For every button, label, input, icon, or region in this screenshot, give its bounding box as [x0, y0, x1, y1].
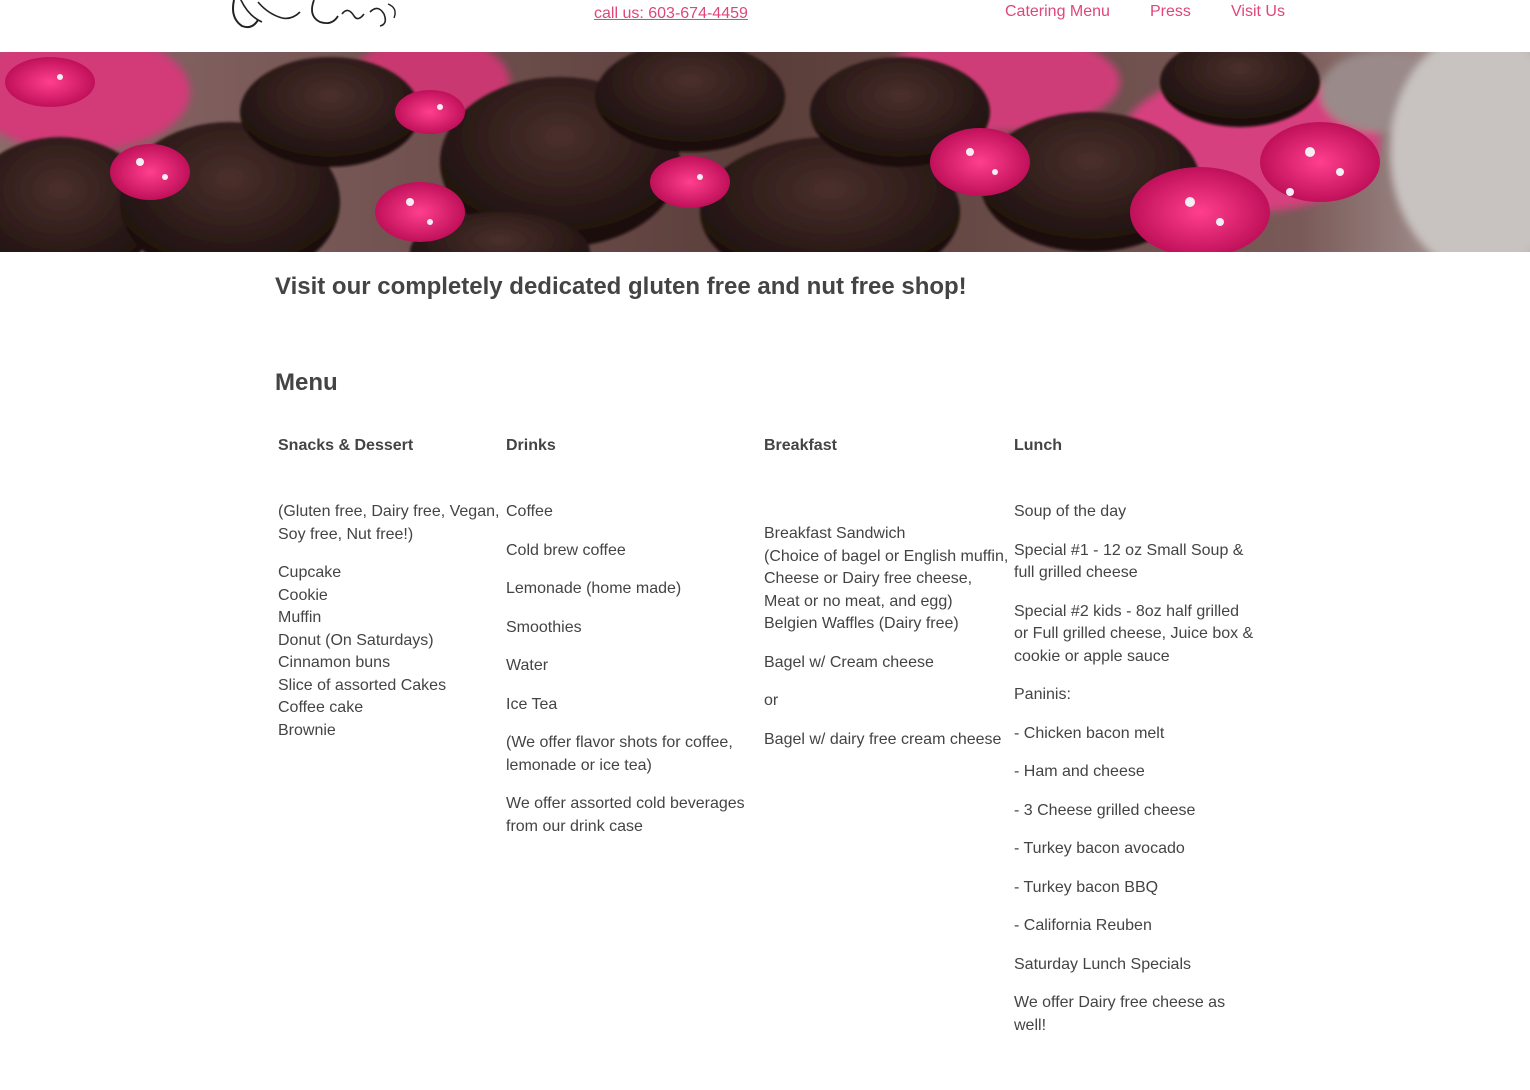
menu-item-or: or — [764, 692, 779, 709]
breakfast-spacer — [764, 501, 1012, 523]
note-line: lemonade or ice tea) — [506, 756, 652, 774]
snacks-note-line: Soy free, Nut free!) — [278, 525, 414, 543]
menu-item: Bagel w/ dairy free cream cheese — [764, 730, 1002, 748]
note-line: We offer assorted cold beverages — [506, 795, 745, 812]
special-line: or Full grilled cheese, Juice box & — [1014, 625, 1254, 642]
menu-item-detail: Cheese or Dairy free cheese, — [764, 570, 973, 587]
paninis-label: Paninis: — [1014, 686, 1071, 703]
menu-item: Cinnamon buns — [278, 654, 391, 671]
menu-item: Soup of the day — [1014, 503, 1127, 520]
menu-item: Cupcake — [278, 564, 342, 581]
snacks-note-line: (Gluten free, Dairy free, Vegan, — [278, 503, 500, 520]
menu-column-snacks — [278, 435, 504, 758]
menu-heading: Menu — [275, 369, 338, 396]
menu-item-detail: (Choice of bagel or English muffin, — [764, 547, 1009, 565]
menu-item: Bagel w/ Cream cheese — [764, 653, 934, 671]
breakfast-heading: Breakfast — [764, 437, 837, 454]
menu-item: Donut (On Saturdays) — [278, 631, 434, 649]
menu-item: - Ham and cheese — [1014, 763, 1145, 780]
menu-column-breakfast — [764, 435, 1012, 767]
nav-press[interactable]: Press — [1150, 3, 1191, 20]
phone-link[interactable]: call us: 603-674-4459 — [594, 5, 748, 22]
page-tagline: Visit our completely dedicated gluten free and nut free shop! — [275, 273, 967, 300]
drinks-cold-beverage-note — [506, 793, 756, 838]
lunch-heading: Lunch — [1014, 437, 1062, 454]
menu-item: - Chicken bacon melt — [1014, 724, 1165, 742]
note-line: We offer Dairy free cheese as — [1014, 994, 1226, 1011]
snacks-dietary-note — [278, 501, 504, 546]
special-line: Special #2 kids - 8oz half grilled — [1014, 602, 1240, 620]
special-line: Special #1 - 12 oz Small Soup & — [1014, 541, 1244, 559]
note-line: well! — [1014, 1016, 1047, 1034]
lunch-special-1 — [1014, 540, 1259, 585]
menu-item: Cookie — [278, 586, 328, 604]
menu-item: Water — [506, 657, 549, 674]
shop-logo[interactable] — [228, 0, 404, 34]
hero-banner-image — [0, 52, 1530, 252]
cupcakes-photo — [0, 52, 1530, 252]
menu-item: - Turkey bacon BBQ — [1014, 878, 1159, 896]
menu-item: Breakfast Sandwich — [764, 525, 906, 542]
menu-item: Muffin — [278, 609, 322, 626]
menu-item: Belgien Waffles (Dairy free) — [764, 615, 959, 632]
lunch-special-2 — [1014, 601, 1259, 669]
nav-visit-us[interactable]: Visit Us — [1231, 3, 1285, 20]
dairy-free-note — [1014, 992, 1259, 1037]
menu-item: - Turkey bacon avocado — [1014, 840, 1185, 857]
menu-item: Slice of assorted Cakes — [278, 676, 447, 694]
note-line: (We offer flavor shots for coffee, — [506, 734, 733, 751]
menu-column-lunch — [1014, 435, 1259, 1053]
drinks-heading: Drinks — [506, 437, 556, 454]
drinks-flavor-note — [506, 732, 756, 777]
menu-item: Coffee cake — [278, 699, 364, 716]
menu-item: Lemonade (home made) — [506, 580, 682, 597]
menu-column-drinks — [506, 435, 756, 854]
special-line: cookie or apple sauce — [1014, 647, 1170, 665]
site-header — [0, 0, 1530, 52]
menu-item: Smoothies — [506, 618, 582, 636]
menu-item: Cold brew coffee — [506, 541, 626, 559]
menu-item: - 3 Cheese grilled cheese — [1014, 801, 1196, 819]
menu-item: Brownie — [278, 721, 336, 739]
breakfast-sandwich-block — [764, 523, 1012, 636]
menu-item: Coffee — [506, 503, 553, 520]
menu-item: Ice Tea — [506, 695, 558, 713]
nav-catering-menu[interactable]: Catering Menu — [1005, 3, 1110, 20]
snacks-heading: Snacks & Dessert — [278, 437, 414, 454]
special-line: full grilled cheese — [1014, 564, 1138, 581]
saturday-specials: Saturday Lunch Specials — [1014, 955, 1191, 973]
note-line: from our drink case — [506, 817, 643, 835]
snacks-item-list — [278, 562, 504, 742]
menu-item-detail: Meat or no meat, and egg) — [764, 592, 953, 610]
menu-item: - California Reuben — [1014, 917, 1152, 934]
